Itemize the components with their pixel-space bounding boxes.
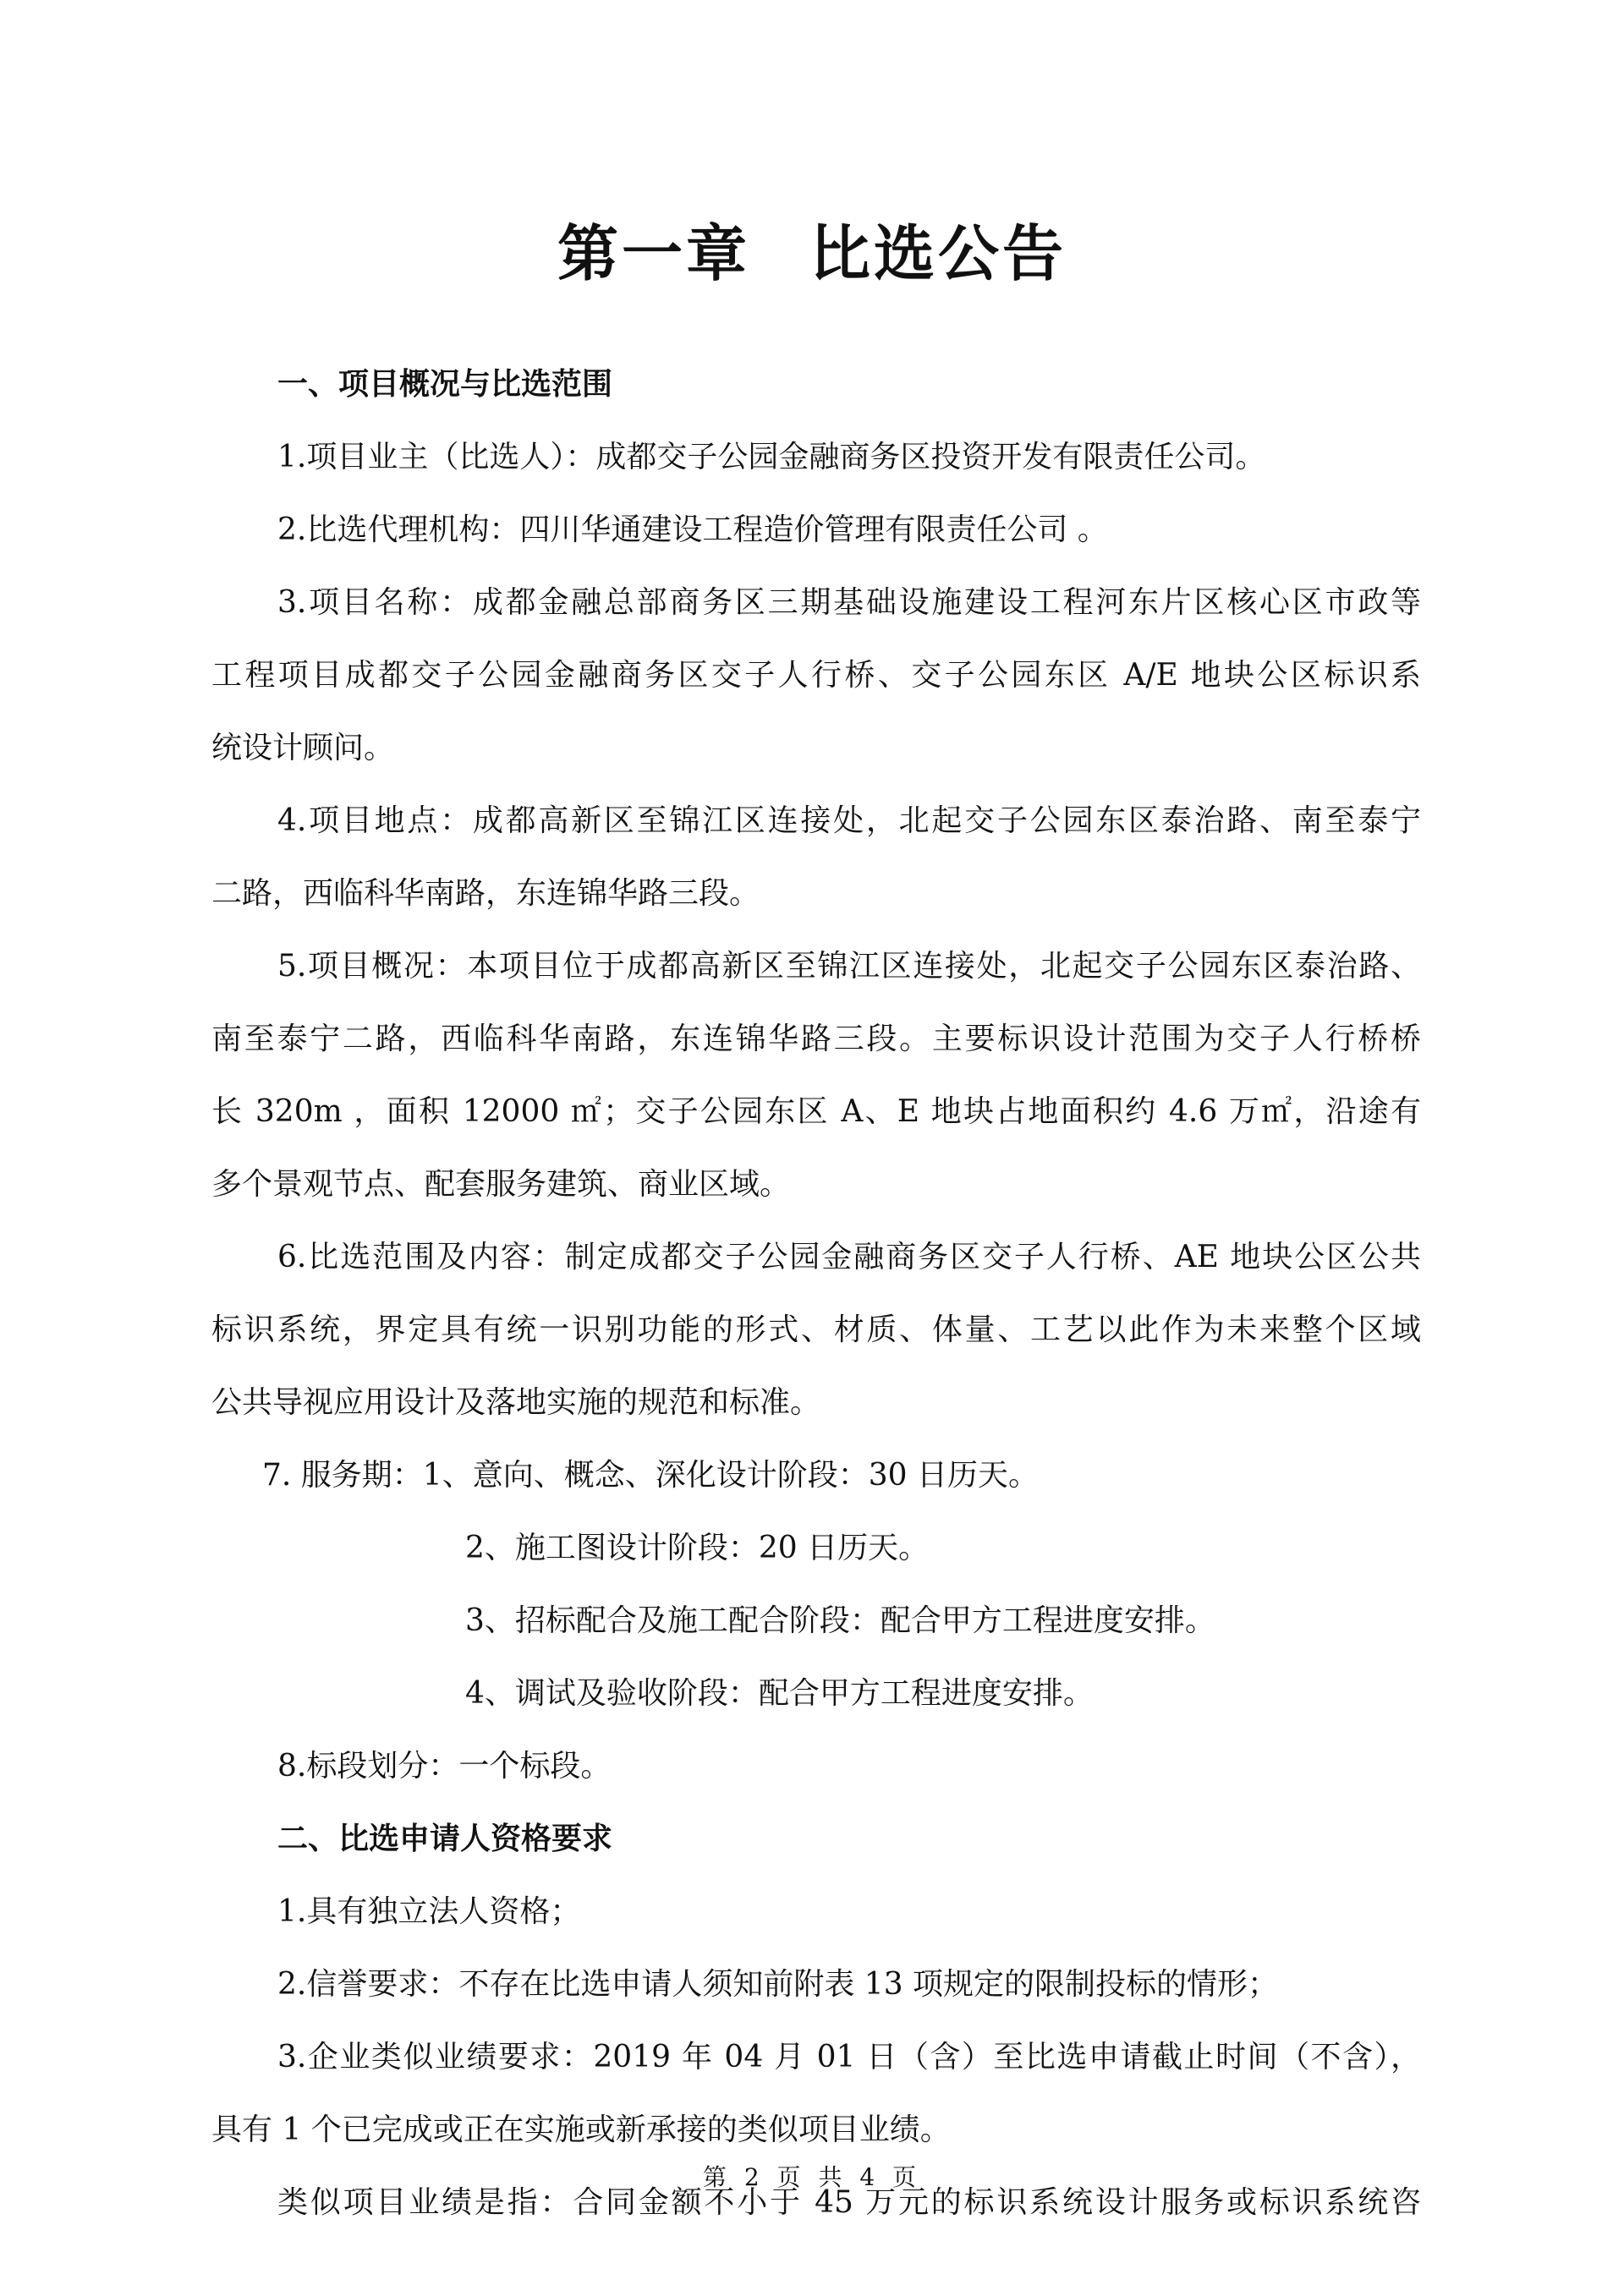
text-line: 4.项目地点：成都高新区至锦江区连接处，北起交子公园东区泰治路、南至泰宁 [277, 803, 1421, 838]
text-line: 统设计顾问。 [211, 731, 395, 765]
text-line: 3、招标配合及施工配合阶段：配合甲方工程进度安排。 [465, 1603, 1215, 1638]
text-line: 工程项目成都交子公园金融商务区交子人行桥、交子公园东区 A/E 地块公区标识系 [211, 658, 1421, 693]
text-line: 2.比选代理机构：四川华通建设工程造价管理有限责任公司 。 [277, 512, 1108, 547]
text-line: 3.项目名称：成都金融总部商务区三期基础设施建设工程河东片区核心区市政等 [277, 585, 1421, 620]
text-line: 具有 1 个已完成或正在实施或新承接的类似项目业绩。 [211, 2112, 951, 2147]
section-heading: 二、比选申请人资格要求 [277, 1822, 613, 1856]
text-line: 多个景观节点、配套服务建筑、商业区域。 [211, 1167, 791, 1202]
text-line: 二路，西临科华南路，东连锦华路三段。 [211, 876, 760, 911]
text-line: 1.具有独立法人资格； [277, 1894, 581, 1929]
text-line: 公共导视应用设计及落地实施的规范和标准。 [211, 1385, 821, 1420]
chapter-title [0, 211, 1624, 296]
text-line: 标识系统，界定具有统一识别功能的形式、材质、体量、工艺以此作为未来整个区域 [211, 1312, 1421, 1347]
text-line: 南至泰宁二路，西临科华南路，东连锦华路三段。主要标识设计范围为交子人行桥桥 [211, 1022, 1421, 1056]
text-line: 长 320m ，面积 12000 ㎡；交子公园东区 A、E 地块占地面积约 4.6 万㎡，沿途有 [211, 1094, 1421, 1129]
text-line: 2.信誉要求：不存在比选申请人须知前附表 13 项规定的限制投标的情形； [277, 1967, 1279, 2002]
text-line: 4、调试及验收阶段：配合甲方工程进度安排。 [465, 1676, 1094, 1711]
section-heading: 一、项目概况与比选范围 [277, 367, 613, 402]
document-body [211, 348, 1421, 2239]
page-footer: 第 2 页 共 4 页 [702, 2163, 922, 2191]
text-line: 7. 服务期：1、意向、概念、深化设计阶段：30 日历天。 [262, 1458, 1039, 1493]
text-line: 2、施工图设计阶段：20 日历天。 [465, 1531, 930, 1565]
text-line: 5.项目概况：本项目位于成都高新区至锦江区连接处，北起交子公园东区泰治路、 [277, 949, 1421, 984]
text-line: 8.标段划分：一个标段。 [277, 1749, 612, 1784]
text-line: 1.项目业主（比选人）：成都交子公园金融商务区投资开发有限责任公司。 [277, 440, 1266, 474]
text-line: 类似项目业绩是指：合同金额不小于 45 万元的标识系统设计服务或标识系统咨 [277, 2185, 1421, 2220]
text-line: 3.企业类似业绩要求：2019 年 04 月 01 日（含）至比选申请截止时间（不含）， [277, 2040, 1421, 2074]
text-line: 6.比选范围及内容：制定成都交子公园金融商务区交子人行桥、AE 地块公区公共 [277, 1240, 1421, 1274]
chapter-number: 第一章 [557, 218, 750, 289]
chapter-name: 比选公告 [809, 218, 1067, 289]
